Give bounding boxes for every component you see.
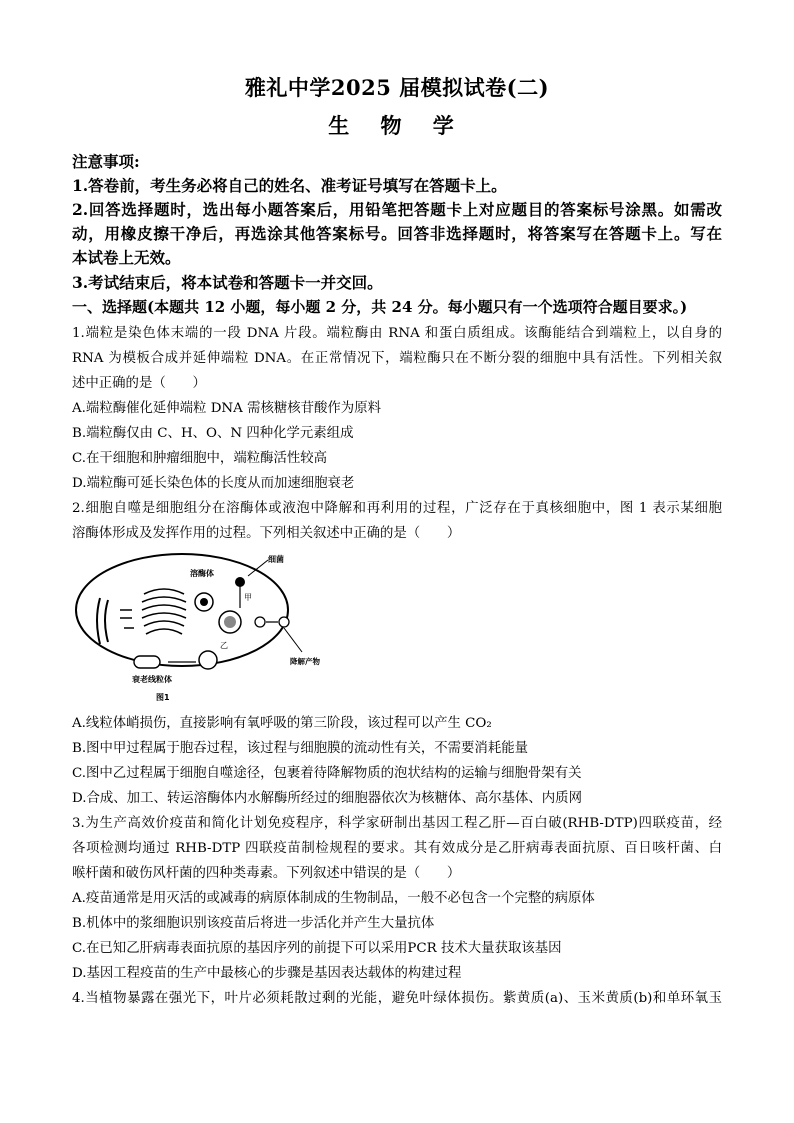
q2-option-b: B.图中甲过程属于胞吞过程，该过程与细胞膜的流动性有关，不需要消耗能量: [72, 741, 528, 756]
mitochondrion-2: [199, 651, 217, 669]
q3-option-c: C.在已知乙肝病毒表面抗原的基因序列的前提下可以采用PCR 技术大量获取该基因: [72, 941, 562, 956]
q1-stem-line-3: 述中正确的是（ ）: [72, 376, 206, 391]
q2-option-d: D.合成、加工、转运溶酶体内水解酶所经过的细胞器依次为核糖体、高尔基体、内质网: [72, 791, 582, 806]
label-products: 降解产物: [290, 657, 320, 666]
notice-item-2-line-1: 2.回答选择题时，选出每小题答案后，用铅笔把答题卡上对应题目的答案标号涂黑。如需改: [72, 200, 722, 219]
golgi-apparatus: [142, 589, 186, 634]
exam-title: 雅礼中学2025 届模拟试卷(二): [244, 75, 550, 100]
q1-stem-line-1: 1.端粒是染色体末端的一段 DNA 片段。端粒酶由 RNA 和蛋白质组成。该酶能结合到端粒上，以自身的: [72, 326, 722, 341]
q2-option-a: A.线粒体峭损伤，直接影响有氧呼吸的第三阶段，该过程可以产生 CO₂: [72, 716, 492, 731]
cell-membrane: [76, 554, 288, 666]
q3-option-d: D.基因工程疫苗的生产中最核心的步骤是基因表达载体的构建过程: [72, 966, 462, 981]
q1-option-d: D.端粒酶可延长染色体的长度从而加速细胞衰老: [72, 476, 355, 491]
q3-stem-line-3: 喉杆菌和破伤风杆菌的四种类毒素。下列叙述中错误的是（ ）: [72, 866, 461, 881]
subject-title: 生 物 学: [328, 113, 466, 138]
q3-stem-line-2: 各项检测均通过 RHB-DTP 四联疫苗制检规程的要求。其有效成分是乙肝病毒表面抗原、百日咳杆菌、白: [72, 841, 722, 856]
notice-item-2-line-3: 本试卷上无效。: [72, 248, 181, 267]
q3-stem-line-1: 3.为生产高效价疫苗和简化计划免疫程序，科学家研制出基因工程乙肝—百白破(RHB-DTP)四联疫苗，经: [72, 816, 722, 831]
notice-item-1: 1.答卷前，考生务必将自己的姓名、准考证号填写在答题卡上。: [72, 176, 507, 195]
q1-stem-line-2: RNA 为模板合成并延伸端粒 DNA。在正常情况下，端粒酶只在不断分裂的细胞中具有活性。下列相关叙: [72, 351, 722, 366]
label-mitochondria: 衰老线粒体: [132, 675, 172, 684]
notice-heading: 注意事项:: [72, 152, 140, 171]
label-bacteria: 细菌: [268, 555, 284, 564]
figure-1-cell-diagram: [72, 548, 332, 708]
label-yi: 乙: [220, 641, 228, 650]
q1-option-c: C.在干细胞和肿瘤细胞中，端粒酶活性较高: [72, 451, 328, 466]
label-lysosome: 溶酶体: [190, 569, 214, 578]
mitochondrion-1: [134, 656, 160, 668]
notice-item-3: 3.考试结束后，将本试卷和答题卡一并交回。: [72, 273, 383, 292]
section-1-heading: 一、选择题(本题共 12 小题，每小题 2 分，共 24 分。每小题只有一个选项符合题目要求。): [72, 298, 688, 316]
q3-option-a: A.疫苗通常是用灭活的或减毒的病原体制成的生物制品，一般不必包含一个完整的病原体: [72, 891, 595, 906]
notice-item-2-line-2: 动，用橡皮擦干净后，再选涂其他答案标号。回答非选择题时，将答案写在答题卡上。写在: [72, 224, 722, 243]
q2-option-c: C.图中乙过程属于细胞自噬途径，包裹着待降解物质的泡状结构的运输与细胞骨架有关: [72, 766, 582, 781]
label-jia: 甲: [244, 593, 252, 602]
figure-caption: 图1: [156, 693, 170, 702]
q1-option-a: A.端粒酶催化延伸端粒 DNA 需核糖核苷酸作为原料: [72, 401, 381, 416]
q2-stem-line-1: 2.细胞自噬是细胞组分在溶酶体或液泡中降解和再利用的过程，广泛存在于真核细胞中，图 1 表示某细胞: [72, 501, 722, 516]
q1-option-b: B.端粒酶仅由 C、H、O、N 四种化学元素组成: [72, 426, 354, 441]
q2-stem-line-2: 溶酶体形成及发挥作用的过程。下列相关叙述中正确的是（ ）: [72, 526, 461, 541]
q4-stem-line-1: 4.当植物暴露在强光下，叶片必须耗散过剩的光能，避免叶绿体损伤。紫黄质(a)、玉米黄质(b)和单环氧玉: [72, 991, 722, 1006]
q3-option-b: B.机体中的浆细胞识别该疫苗后将进一步活化并产生大量抗体: [72, 916, 435, 931]
